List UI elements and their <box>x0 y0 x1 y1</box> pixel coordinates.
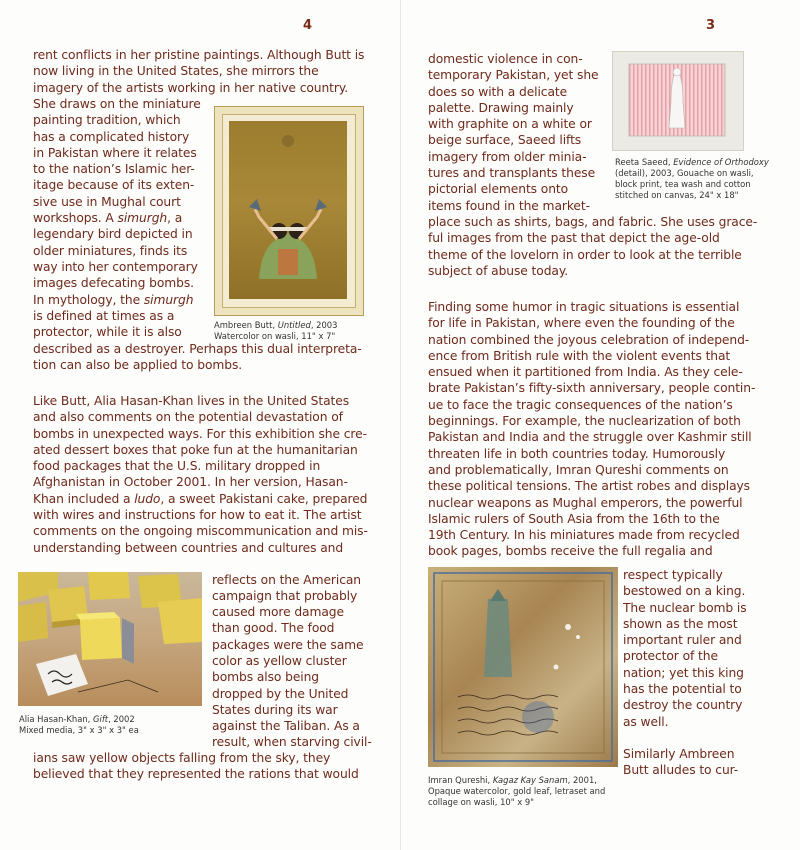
veiled-figure-icon <box>613 52 743 150</box>
left-paragraph-1b: She draws on the miniature painting tradition, which has a complicated history in Pakistan where it relates to the nation’s Islamic her- itage because of its exten- sive use in Mughal court workshops. A simurgh, a legendary bird depicted in older miniatures, finds its way into her contemporary images defecating bombs. In mythology, the simurgh is defined at times as a protector, while it is also <box>33 97 201 340</box>
left-paragraph-1a: rent conflicts in her pristine paintings. Although Butt is now living in the United States, she mirrors the imagery of the artists working in her native country. <box>33 48 365 95</box>
left-paragraph-1c: described as a destroyer. Perhaps this dual interpreta- tion can also be applied to bombs. <box>33 341 362 372</box>
right-paragraph-3: Similarly Ambreen Butt alludes to cur- <box>623 747 739 778</box>
yellow-boxes-icon <box>18 572 202 706</box>
right-paragraph-2b: respect typically bestowed on a king. The nuclear bomb is shown as the most important ruler and protector of the nation; yet this king has the potential to destroy the country as well. <box>623 568 747 729</box>
imran-qureshi-kagaz-kay-sanam-image <box>428 567 618 767</box>
ambreen-butt-untitled-image <box>214 106 364 316</box>
caption-imran-qureshi: Imran Qureshi, Kagaz Kay Sanam, 2001, Opaque watercolor, gold leaf, letraset and collage on wasli, 10" x 9" <box>428 775 606 807</box>
left-paragraph-2c: ians saw yellow objects falling from the sky, they believed that they represented the rations that would <box>33 751 359 782</box>
caption-alia-hasan-khan: Alia Hasan-Khan, Gift, 2002 Mixed media, 3" x 3" x 3" ea <box>19 714 139 735</box>
caption-reeta-saeed: Reeta Saeed, Evidence of Orthodoxy (detail), 2003, Gouache on wasli, block print, tea wash and cotton stitched on canvas, 24" x 18" <box>615 157 769 200</box>
simurgh-figure-icon <box>229 121 347 299</box>
left-paragraph-2: Like Butt, Alia Hasan-Khan lives in the United States and also comments on the potential devastation of bombs in unexpected ways. For this exhibition she cre- ated dessert boxes that poke fun at the humanitarian food packages that the U.S. military dropped in Afghanistan in October 2001. In her version, Hasan- Khan included a ludo, a sweet Pakistani cake, prepared with wires and instructions for how to eat it. The artist comments on the ongoing miscommunication and mis- understanding between countries and cultures and <box>33 394 368 555</box>
page-number-left: 4 <box>303 18 313 33</box>
right-page <box>401 0 800 850</box>
alia-hasan-khan-gift-image <box>18 572 202 706</box>
left-paragraph-2b: reflects on the American campaign that probably caused more damage than good. The food packages were the same color as yellow cluster bombs also being dropped by the United States during its war against the Taliban. As a result, when starving civil- <box>212 572 372 750</box>
right-paragraph-1a: domestic violence in con- temporary Pakistan, yet she does so with a delicate palette. Drawing mainly with graphite on a white or beige surface, Saeed lifts imagery from older minia- tures and transplants these pictorial elements onto items found in the market- <box>428 52 599 213</box>
bomb-king-icon <box>428 567 618 767</box>
right-paragraph-2: Finding some humor in tragic situations is essential for life in Pakistan, where even the founding of the nation combined the joyous celebration of independ- ence from British rule with the violent events that ensued when it partitioned from India. As they cele- brate Pakistan’s fifty-sixth anniversary, people contin- ue to face the tragic consequences of the nation’s beginnings. For example, the nuclearization of both Pakistan and India and the struggle over Kashmir still threaten life in both countries today. Humorously and problematically, Imran Qureshi comments on these political tensions. The artist robes and displays nuclear weapons as Mughal emperors, the powerful Islamic rulers of South Asia from the 16th to the 19th Century. In his miniatures made from recycled book pages, bombs receive the full regalia and <box>428 300 756 559</box>
right-paragraph-1b: place such as shirts, bags, and fabric. She uses grace- ful images from the past that depict the age-old theme of the lovelorn in order to look at the terrible subject of abuse today. <box>428 215 758 278</box>
caption-ambreen-butt: Ambreen Butt, Untitled, 2003 Watercolor on wasli, 11" x 7" <box>214 320 338 341</box>
page-number-right: 3 <box>706 18 716 33</box>
reeta-saeed-evidence-image <box>612 51 744 151</box>
